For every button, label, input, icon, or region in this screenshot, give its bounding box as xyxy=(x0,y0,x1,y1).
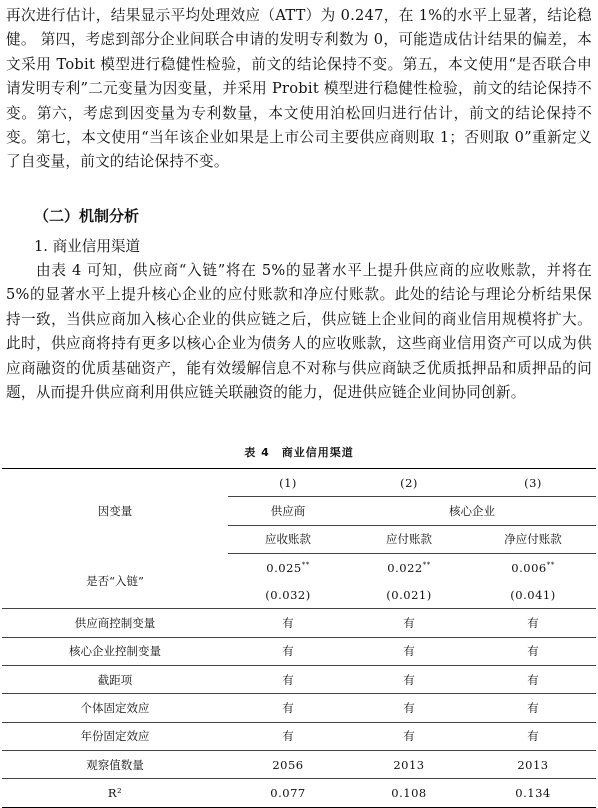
control-value: 有 xyxy=(228,666,348,694)
coef-1 xyxy=(228,553,348,581)
depvar-payables: 应付账款 xyxy=(348,525,470,553)
treatment-label: 是否“入链” xyxy=(2,553,228,609)
group-core-firm: 核心企业 xyxy=(348,497,596,525)
coef-2 xyxy=(348,553,470,581)
col-number-3: (3) xyxy=(470,469,596,497)
r-squared-value: 0.134 xyxy=(470,779,596,807)
observations-value: 2013 xyxy=(470,750,596,778)
control-value: 有 xyxy=(470,609,596,637)
r-squared-value: 0.108 xyxy=(348,779,470,807)
body-paragraph-mechanism: 由表 4 可知，供应商“入链”将在 5%的显著水平上提升供应商的应收账款，并将在 5%的显著水平上提升核心企业的应付账款和净应付账款。此处的结论与理论分析结果保持一致，当供应商加入核心企业的供应链之后，供应链上企业间的商业信用规模将扩大。此时，供应商将持有更多以核心企业为债务人的应收账款，这些商业信用资产可以成为供应商融资的优质基础资产，能有效缓解信息不对称与供应商缺乏优质抵押品和质押品的问题，从而提升供应商利用供应链关联融资的能力，促进供应链企业间协同创新。 xyxy=(6,262,592,402)
group-supplier: 供应商 xyxy=(228,497,348,525)
se-2: (0.021) xyxy=(348,581,470,609)
control-value: 有 xyxy=(348,722,470,750)
control-label-year-fe: 年份固定效应 xyxy=(2,722,228,750)
control-label-intercept: 截距项 xyxy=(2,666,228,694)
observations-label: 观察值数量 xyxy=(2,750,228,778)
control-value: 有 xyxy=(470,722,596,750)
regression-table xyxy=(2,468,596,808)
section-heading: （二）机制分析 xyxy=(34,207,140,225)
coef-value-2: 0.022 xyxy=(387,560,423,575)
observations-value: 2056 xyxy=(228,750,348,778)
depvar-receivables: 应收账款 xyxy=(228,525,348,553)
se-1: (0.032) xyxy=(228,581,348,609)
control-value: 有 xyxy=(348,694,470,722)
control-value: 有 xyxy=(348,637,470,665)
control-value: 有 xyxy=(228,722,348,750)
coef-3 xyxy=(470,553,596,581)
subsection-heading: 1. 商业信用渠道 xyxy=(34,238,141,255)
se-3: (0.041) xyxy=(470,581,596,609)
coef-stars-2: ** xyxy=(422,560,431,569)
control-value: 有 xyxy=(470,694,596,722)
control-value: 有 xyxy=(348,609,470,637)
col-number-1: (1) xyxy=(228,469,348,497)
coef-value-1: 0.025 xyxy=(266,560,302,575)
control-label-firm-fe: 个体固定效应 xyxy=(2,694,228,722)
control-value: 有 xyxy=(228,637,348,665)
coef-stars-1: ** xyxy=(301,560,310,569)
control-label-supplier: 供应商控制变量 xyxy=(2,609,228,637)
coef-value-3: 0.006 xyxy=(511,560,547,575)
r-squared-label: R² xyxy=(2,779,228,807)
control-value: 有 xyxy=(470,637,596,665)
table-caption: 表 4 商业信用渠道 xyxy=(244,446,354,459)
body-paragraph-robustness: 再次进行估计，结果显示平均处理效应（ATT）为 0.247，在 1%的水平上显著，结论稳健。 第四，考虑到部分企业间联合申请的发明专利数为 0，可能造成估计结果的偏差，本文采用 Tobit 模型进行稳健性检验，前文的结论保持不变。第五，本文使用“是否联合申请发明专利”二元变量为因变量，并采用 Probit 模型进行稳健性检验，前文的结论保持不变。第六，考虑到因变量为专利数量，本文使用泊松回归进行估计，前文的结论保持不变。第七，本文使用“当年该企业如果是上市公司主要供应商则取 1；否则取 0”重新定义了自变量，前文的结论保持不变。 xyxy=(6,7,592,171)
observations-value: 2013 xyxy=(348,750,470,778)
col-number-2: (2) xyxy=(348,469,470,497)
dependent-variable-label: 因变量 xyxy=(2,469,228,554)
coef-stars-3: ** xyxy=(546,560,555,569)
control-value: 有 xyxy=(348,666,470,694)
control-value: 有 xyxy=(470,666,596,694)
control-value: 有 xyxy=(228,694,348,722)
control-label-core: 核心企业控制变量 xyxy=(2,637,228,665)
depvar-net-payables: 净应付账款 xyxy=(470,525,596,553)
r-squared-value: 0.077 xyxy=(228,779,348,807)
control-value: 有 xyxy=(228,609,348,637)
